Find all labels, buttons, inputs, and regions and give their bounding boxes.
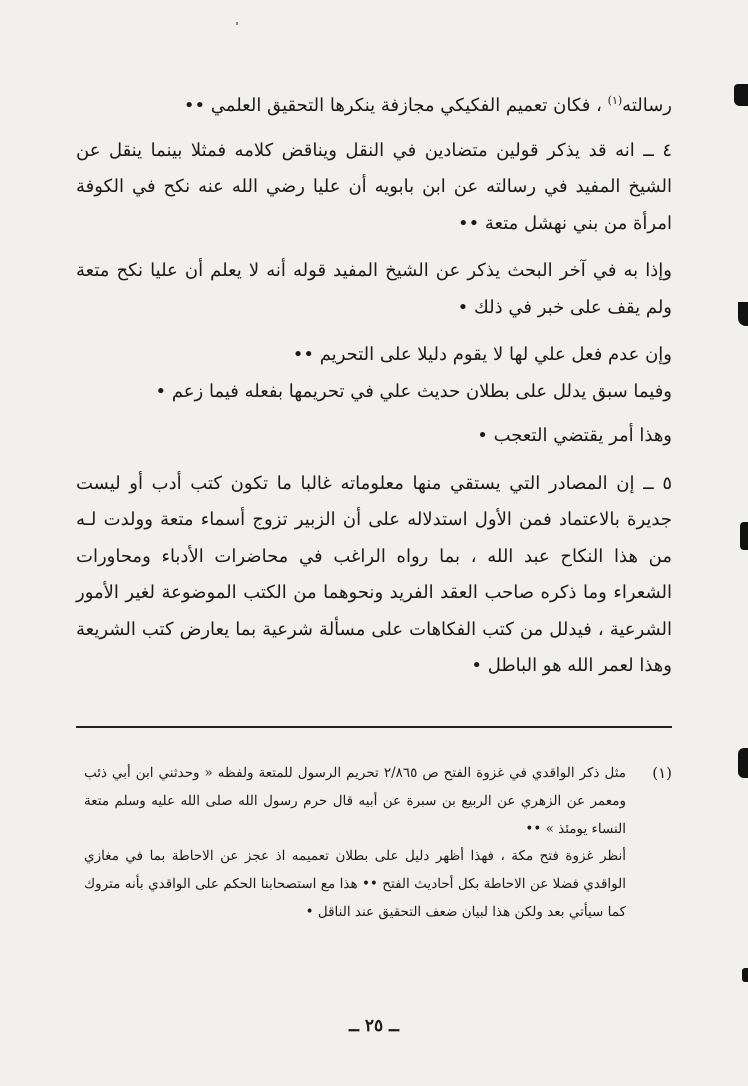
scan-speck [236, 22, 238, 25]
edge-mark [738, 302, 748, 326]
paragraph-no-proof: وإن عدم فعل علي لها لا يقوم دليلا على التحريم •• [292, 344, 672, 365]
edge-mark [734, 84, 748, 106]
paragraph-continuation-text: ، فكان تعميم الفكيكي مجازفة ينكرها التحقيق العلمي •• [183, 95, 608, 116]
paragraph-continuation [76, 88, 672, 125]
footnote [84, 760, 672, 927]
edge-mark [738, 748, 748, 778]
edge-mark [740, 522, 748, 550]
paragraph-start-word: رسالته [622, 95, 672, 116]
footnote-number: (١) [652, 764, 672, 782]
footnote-divider [76, 726, 672, 728]
paragraph-mufid-quote: وإذا به في آخر البحث يذكر عن الشيخ المفيد قوله أنه لا يعلم أن عليا نكح متعة ولم يقف على خبر في ذلك • [76, 260, 672, 318]
page-number: ــ ٢٥ ــ [348, 1016, 400, 1036]
paragraph-point-4: ٤ ــ انه قد يذكر قولين متضادين في النقل ويناقض كلامه فمثلا بينما ينقل عن الشيخ المفيد في رسالته عن ابن بابويه أن عليا رضي الله عنه نكح في الكوفة امرأة من بني نهشل متعة •• [76, 139, 672, 234]
paragraph-astonishment: وهذا أمر يقتضي التعجب • [477, 425, 672, 446]
paragraph-point-5: ٥ ــ إن المصادر التي يستقي منها معلوماته غالبا ما تكون كتب أدب أو ليست جديرة بالاعتماد فمن الأول استدلاله على أن الزبير تزوج أسماء متعة وولدت لـه من هذا النكاح عبد الله ، بما رواه الراغب في محاضرات الأدباء ومحاورات الشعراء وما ذكره صاحب العقد الفريد ونحوهما من الكتب الموضوعة لغير الأمور الشرعية ، فيدلل من كتب الفكاهات على مسألة شرعية بما يعارض كتب الشريعة وهذا لعمر الله هو الباطل • [76, 472, 672, 676]
main-text [76, 88, 672, 685]
paragraph-contradiction: وفيما سبق يدلل على بطلان حديث علي في تحريمها بفعله فيما زعم • [155, 380, 672, 402]
footnote-reference: (١) [607, 94, 623, 107]
footnote-body [84, 760, 626, 927]
edge-mark [742, 968, 748, 982]
footnote-line: أنظر غزوة فتح مكة ، فهذا أظهر دليل على بطلان تعميمه اذ عجز عن الاحاطة بما في مغازي الواقدي فضلا عن الاحاطة بكل أحاديث الفتح •• هذا مع استصحابنا الحكم على الواقدي بأنه متروك كما سيأتي بعد ولكن هذا لبيان ضعف التحقيق عند الناقل • [84, 848, 626, 920]
footnote-line: مثل ذكر الواقدي في غزوة الفتح ص ٢/٨٦٥ تحريم الرسول للمتعة ولفظه « وحدثني ابن أبي ذئب ومعمر عن الزهري عن الربيع بن سبرة عن أبيه قال حرم رسول الله صلى الله عليه وسلم متعة النساء يومئذ » •• [84, 765, 627, 837]
